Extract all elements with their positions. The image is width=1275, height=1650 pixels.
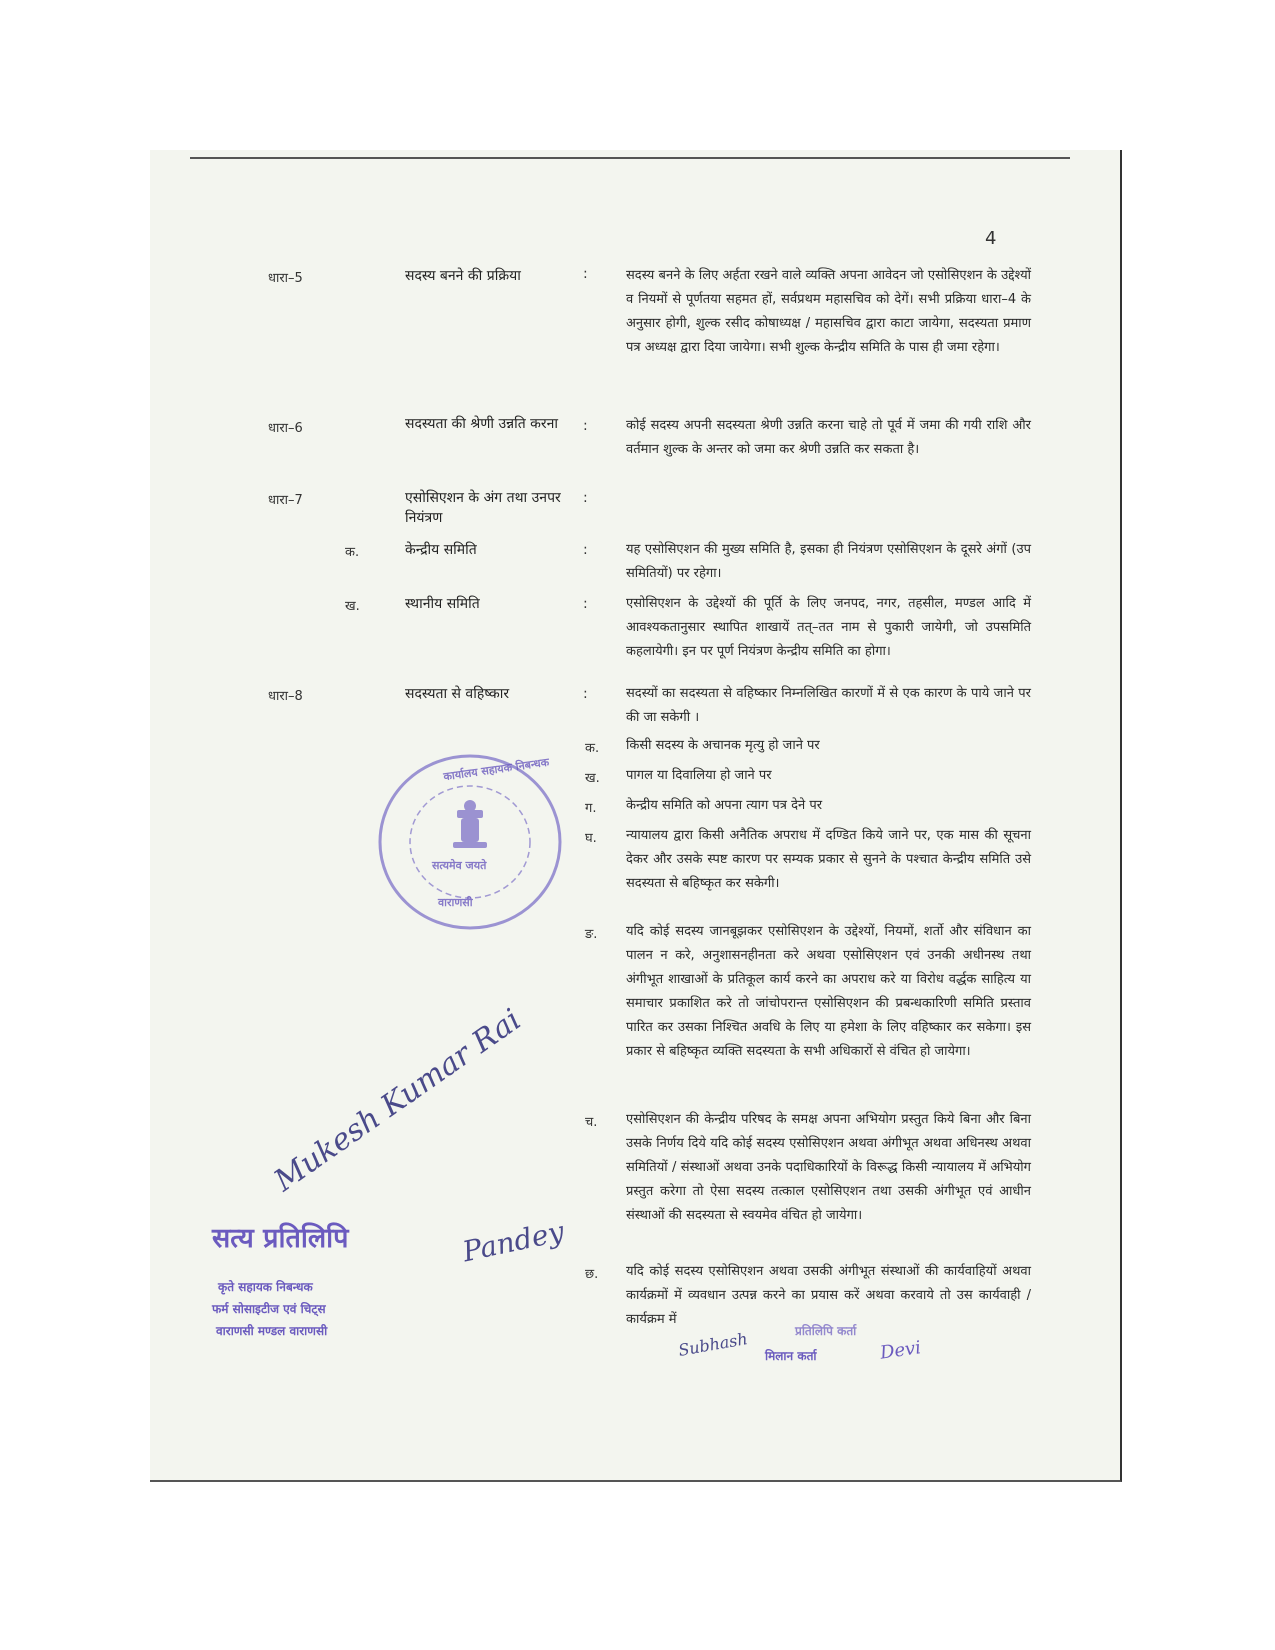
true-copy-stamp: सत्य प्रतिलिपि — [212, 1223, 349, 1254]
signature: Mukesh Kumar Rai — [268, 1002, 528, 1199]
section-heading: सदस्य बनने की प्रक्रिया — [405, 268, 521, 284]
colon: : — [583, 490, 588, 506]
list-item: किसी सदस्य के अचानक मृत्यु हो जाने पर — [626, 738, 820, 753]
section-heading: एसोसिएशन के अंग तथा उनपर नियंत्रण — [405, 490, 561, 526]
subsection-letter: क. — [345, 545, 360, 560]
seal-motto: सत्यमेव जयते — [432, 859, 487, 872]
colon: : — [583, 266, 588, 282]
stamp-line: मिलान कर्ता — [765, 1349, 817, 1363]
stamp-line: वाराणसी मण्डल वाराणसी — [216, 1324, 328, 1338]
signature: Subhash — [676, 1329, 749, 1360]
section-label: धारा–7 — [268, 493, 303, 508]
section-body: सदस्यों का सदस्यता से वहिष्कार निम्नलिखित कारणों में से एक कारण के पाये जाने पर की जा सकेगी । — [626, 686, 1031, 725]
stamp-line: फर्म सोसाइटीज एवं चिट्स — [212, 1302, 326, 1316]
top-rule — [190, 157, 1070, 159]
subsection-letter: ख. — [345, 599, 360, 614]
colon: : — [583, 418, 588, 434]
stamp-line: प्रतिलिपि कर्ता — [795, 1324, 857, 1338]
section-heading: स्थानीय समिति — [405, 596, 480, 612]
item-letter: घ. — [585, 831, 597, 846]
seal-bottom-text: वाराणसी — [438, 896, 473, 909]
list-item: पागल या दिवालिया हो जाने पर — [626, 768, 772, 783]
stamp-line: कृते सहायक निबन्धक — [218, 1280, 313, 1294]
list-item: एसोसिएशन की केन्द्रीय परिषद के समक्ष अपना अभियोग प्रस्तुत किये बिना और बिना उसके निर्णय दिये यदि कोई सदस्य एसोसिएशन अथवा अंगीभूत अथवा अधिनस्थ अथवा समितियों / संस्थाओं अथवा उनके पदाधिकारियों के विरूद्ध किसी न्यायालय में अभियोग प्रस्तुत करेगा तो ऐसा सदस्य तत्काल एसोसिएशन तथा उसकी अंगीभूत एवं आधीन संस्थाओं की सदस्यता से स्वयमेव वंचित हो जायेगा। — [626, 1112, 1031, 1223]
signature: Pandey — [459, 1214, 567, 1269]
page-number: 4 — [985, 228, 997, 249]
section-heading: सदस्यता की श्रेणी उन्नति करना — [405, 416, 559, 432]
item-letter: ग. — [585, 801, 597, 816]
section-label: धारा–5 — [268, 271, 303, 286]
signature: Devi — [878, 1337, 923, 1364]
colon: : — [583, 596, 588, 612]
section-body: कोई सदस्य अपनी सदस्यता श्रेणी उन्नति करना चाहे तो पूर्व में जमा की गयी राशि और वर्तमान शुल्क के अन्तर को जमा कर श्रेणी उन्नति कर सकता है। — [626, 418, 1031, 457]
section-body: एसोसिएशन के उद्देश्यों की पूर्ति के लिए जनपद, नगर, तहसील, मण्डल आदि में आवश्यकतानुसार स्थापित शाखायें तत्–तत नाम से पुकारी जायेगी, जो उपसमिति कहलायेगी। इन पर पूर्ण नियंत्रण केन्द्रीय समिति का होगा। — [626, 596, 1031, 659]
item-letter: ङ. — [585, 927, 598, 942]
item-letter: ख. — [585, 771, 600, 786]
colon: : — [583, 542, 588, 558]
section-label: धारा–8 — [268, 689, 303, 704]
list-item: यदि कोई सदस्य जानबूझकर एसोसिएशन के उद्देश्यों, नियमों, शर्तो और संविधान का पालन न करे, अनुशासनहीनता करे अथवा एसोसिएशन एवं उनकी अधीनस्थ तथा अंगीभूत शाखाओं के प्रतिकूल कार्य करने का अपराध करे या विरोध वर्द्धक साहित्य या समाचार प्रकाशित करे तो जांचोपरान्त एसोसिएशन की प्रबन्धकारिणी समिति प्रस्ताव पारित कर उसका निश्चित अवधि के लिए या हमेशा के लिए वहिष्कार कर सकेगा। इस प्रकार से बहिष्कृत व्यक्ति सदस्यता के सभी अधिकारों से वंचित हो जायेगा। — [626, 924, 1031, 1059]
list-item: न्यायालय द्वारा किसी अनैतिक अपराध में दण्डित किये जाने पर, एक मास की सूचना देकर और उसके स्पष्ट कारण पर सम्यक प्रकार से सुनने के पश्चात केन्द्रीय समिति उसे सदस्यता से बहिष्कृत कर सकेगी। — [626, 828, 1031, 891]
item-letter: क. — [585, 741, 600, 756]
section-body: यह एसोसिएशन की मुख्य समिति है, इसका ही नियंत्रण एसोसिएशन के दूसरे अंगों (उप समितियों) पर रहेगा। — [626, 542, 1031, 581]
list-item: केन्द्रीय समिति को अपना त्याग पत्र देने पर — [626, 798, 823, 813]
list-item: यदि कोई सदस्य एसोसिएशन अथवा उसकी अंगीभूत संस्थाओं की कार्यवाहियों अथवा कार्यक्रमों में व्यवधान उत्पन्न करने का प्रयास करें अथवा करवाये तो उस कार्यवाही / कार्यक्रम में — [626, 1264, 1031, 1327]
colon: : — [583, 686, 588, 702]
item-letter: छ. — [585, 1267, 599, 1282]
section-label: धारा–6 — [268, 421, 303, 436]
section-heading: सदस्यता से वहिष्कार — [405, 686, 510, 702]
seal-top-text: कार्यालय सहायक निबन्धक — [442, 755, 550, 784]
section-body: सदस्य बनने के लिए अर्हता रखने वाले व्यक्ति अपना आवेदन जो एसोसिएशन के उद्देश्यों व नियमों से पूर्णतया सहमत हों, सर्वप्रथम महासचिव को देगें। सभी प्रक्रिया धारा–4 के अनुसार होगी, शुल्क रसीद कोषाध्यक्ष / महासचिव द्वारा काटा जायेगा, सदस्यता प्रमाण पत्र अध्यक्ष द्वारा दिया जायेगा। सभी शुल्क केन्द्रीय समिति के पास ही जमा रहेगा। — [626, 268, 1031, 355]
item-letter: च. — [585, 1115, 598, 1130]
section-heading: केन्द्रीय समिति — [405, 542, 477, 558]
